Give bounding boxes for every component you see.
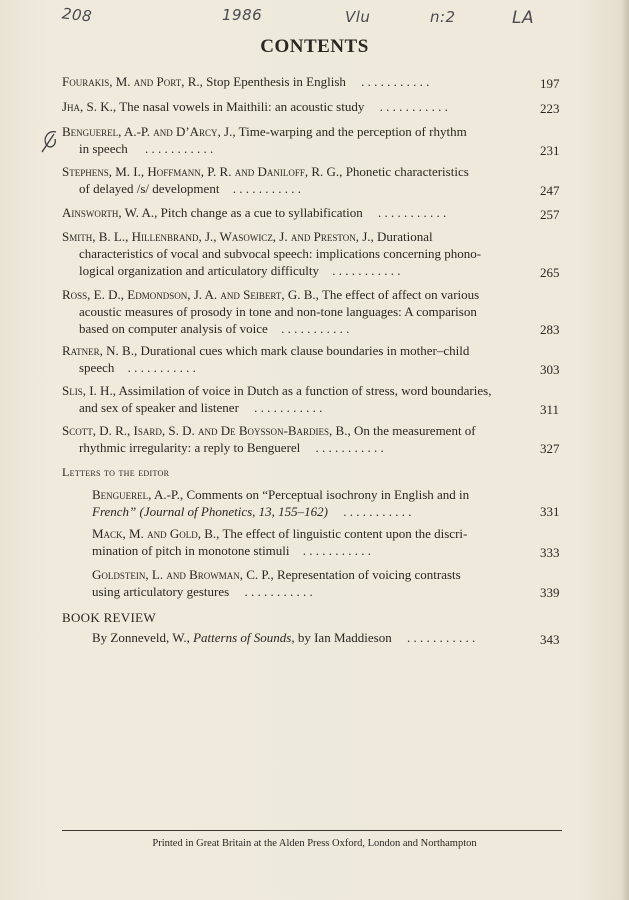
entry-title-continued: based on computer analysis of voice xyxy=(79,321,268,336)
letter-title: The effect of linguistic content upon the discri- xyxy=(222,526,468,541)
entry-title-continued: logical organization and articulatory difficulty xyxy=(79,263,319,278)
dot-leader: . . . . . . . . . . . xyxy=(378,205,447,220)
entry-title: Stop Epenthesis in English xyxy=(206,74,346,89)
page-edge-shadow xyxy=(621,0,629,900)
dot-leader: . . . . . . . . . . . xyxy=(315,440,384,455)
handwritten-number: n:2 xyxy=(430,8,456,26)
dot-leader: . . . . . . . . . . . xyxy=(343,504,412,519)
letter-page-number: 339 xyxy=(540,585,560,600)
entry-authors: Ross, E. D., Edmondson, J. A. and Seibert, G. B., xyxy=(62,287,319,302)
entry-title: Assimilation of voice in Dutch as a function of stress, word boundaries, xyxy=(118,383,492,398)
letter-title-continued: using articulatory gestures xyxy=(92,584,230,599)
entry-title: Phonetic characteristics xyxy=(345,164,469,179)
letter-authors: Goldstein, L. and Browman, C. P., xyxy=(92,567,274,582)
handwritten-year: 1986 xyxy=(222,6,263,24)
entry-authors: Benguerel, A.-P. and D’Arcy, J., xyxy=(62,124,236,139)
letter-authors: Benguerel, A.-P., xyxy=(92,487,184,502)
entry-title: On the measurement of xyxy=(353,423,476,438)
entry-title: Durational cues which mark clause boundaries in mother–child xyxy=(140,343,470,358)
entry-page-number: 231 xyxy=(540,143,560,158)
entry-page-number: 265 xyxy=(540,265,560,280)
entry-title-continued: acoustic measures of prosody in tone and non-tone languages: A comparison xyxy=(79,304,477,319)
letter-page-number: 333 xyxy=(540,545,560,560)
entry-title: Time-warping and the perception of rhythm xyxy=(238,124,467,139)
dot-leader: . . . . . . . . . . . xyxy=(332,263,401,278)
entry-title-continued: of delayed /s/ development xyxy=(79,181,220,196)
entry-page-number: 311 xyxy=(540,402,560,417)
book-review-author: By Zonneveld, W., xyxy=(92,630,190,645)
entry-title-continued: speech xyxy=(79,360,115,375)
toc-entry xyxy=(62,204,552,221)
entry-page-number: 327 xyxy=(540,441,560,456)
entry-authors: Ainsworth, W. A., xyxy=(62,205,158,220)
dot-leader: . . . . . . . . . . . xyxy=(144,141,214,156)
handwritten-margin-mark-icon xyxy=(40,128,62,158)
entry-authors: Jha, S. K., xyxy=(62,99,117,114)
letter-entry xyxy=(92,486,532,520)
handwritten-volume: Vlu xyxy=(345,8,371,26)
toc-entry xyxy=(62,163,552,197)
book-review-rest: by Ian Maddieson xyxy=(297,630,392,645)
book-review-heading: BOOK REVIEW xyxy=(62,610,156,625)
page-title: CONTENTS xyxy=(260,36,369,57)
dot-leader: . . . . . . . . . . . xyxy=(302,543,372,558)
dot-leader: . . . . . . . . . . . xyxy=(406,630,476,645)
entry-page-number: 303 xyxy=(540,362,560,377)
dot-leader: . . . . . . . . . . . xyxy=(232,181,301,196)
entry-page-number: 247 xyxy=(540,183,560,198)
letter-title: Comments on “Perceptual isochrony in English and in xyxy=(186,487,470,502)
entry-page-number: 257 xyxy=(540,207,560,222)
toc-entry xyxy=(62,422,552,456)
toc-entry xyxy=(62,286,552,337)
entry-authors: Stephens, M. I., Hoffmann, P. R. and Daniloff, R. G., xyxy=(62,164,343,179)
dot-leader: . . . . . . . . . . . xyxy=(361,74,430,89)
entry-title: Durational xyxy=(377,229,433,244)
toc-entry xyxy=(62,342,552,376)
entry-authors: Scott, D. R., Isard, S. D. and De Boysson-Bardies, B., xyxy=(62,423,351,438)
entry-authors: Fourakis, M. and Port, R., xyxy=(62,74,203,89)
entry-title-continued: characteristics of vocal and subvocal speech: implications concerning phono- xyxy=(79,246,482,261)
toc-entry xyxy=(62,73,552,90)
entry-title-continued: rhythmic irregularity: a reply to Benguerel xyxy=(79,440,301,455)
letter-title: Representation of voicing contrasts xyxy=(276,567,461,582)
entry-page-number: 283 xyxy=(540,322,560,337)
footer-rule xyxy=(62,830,562,831)
book-review-page-number: 343 xyxy=(540,632,560,647)
toc-entry xyxy=(62,123,552,157)
toc-entry xyxy=(62,382,552,416)
letters-section-heading: Letters to the editor xyxy=(62,465,170,479)
dot-leader: . . . . . . . . . . . xyxy=(127,360,196,375)
dot-leader: . . . . . . . . . . . xyxy=(379,99,448,114)
entry-authors: Ratner, N. B., xyxy=(62,343,138,358)
letter-authors: Mack, M. and Gold, B., xyxy=(92,526,220,541)
entry-title-continued: and sex of speaker and listener xyxy=(79,400,239,415)
entry-authors: Slis, I. H., xyxy=(62,383,116,398)
letter-entry xyxy=(92,525,532,559)
letter-entry xyxy=(92,566,532,600)
handwritten-initials: LA xyxy=(512,8,535,28)
entry-title: The effect of affect on various xyxy=(321,287,480,302)
letter-title-continued: French” (Journal of Phonetics, 13, 155–162) xyxy=(92,504,329,519)
entry-title: The nasal vowels in Maithili: an acoustic study xyxy=(119,99,365,114)
book-review-entry xyxy=(92,630,475,646)
entry-page-number: 197 xyxy=(540,76,560,91)
letter-page-number: 331 xyxy=(540,504,560,519)
entry-page-number: 223 xyxy=(540,101,560,116)
toc-entry xyxy=(62,98,552,115)
entry-title-continued: in speech xyxy=(79,141,128,156)
dot-leader: . . . . . . . . . . . xyxy=(281,321,350,336)
entry-title: Pitch change as a cue to syllabification xyxy=(160,205,363,220)
handwritten-page-number: 208 xyxy=(61,4,93,26)
toc-entry xyxy=(62,228,552,279)
entry-authors: Smith, B. L., Hillenbrand, J., Wasowicz, J. and Preston, J., xyxy=(62,229,374,244)
dot-leader: . . . . . . . . . . . xyxy=(254,400,323,415)
letter-title-continued: mination of pitch in monotone stimuli xyxy=(92,543,290,558)
printer-footer: Printed in Great Britain at the Alden Press Oxford, London and Northampton xyxy=(152,838,477,849)
book-review-title: Patterns of Sounds, xyxy=(193,630,295,645)
dot-leader: . . . . . . . . . . . xyxy=(244,584,313,599)
